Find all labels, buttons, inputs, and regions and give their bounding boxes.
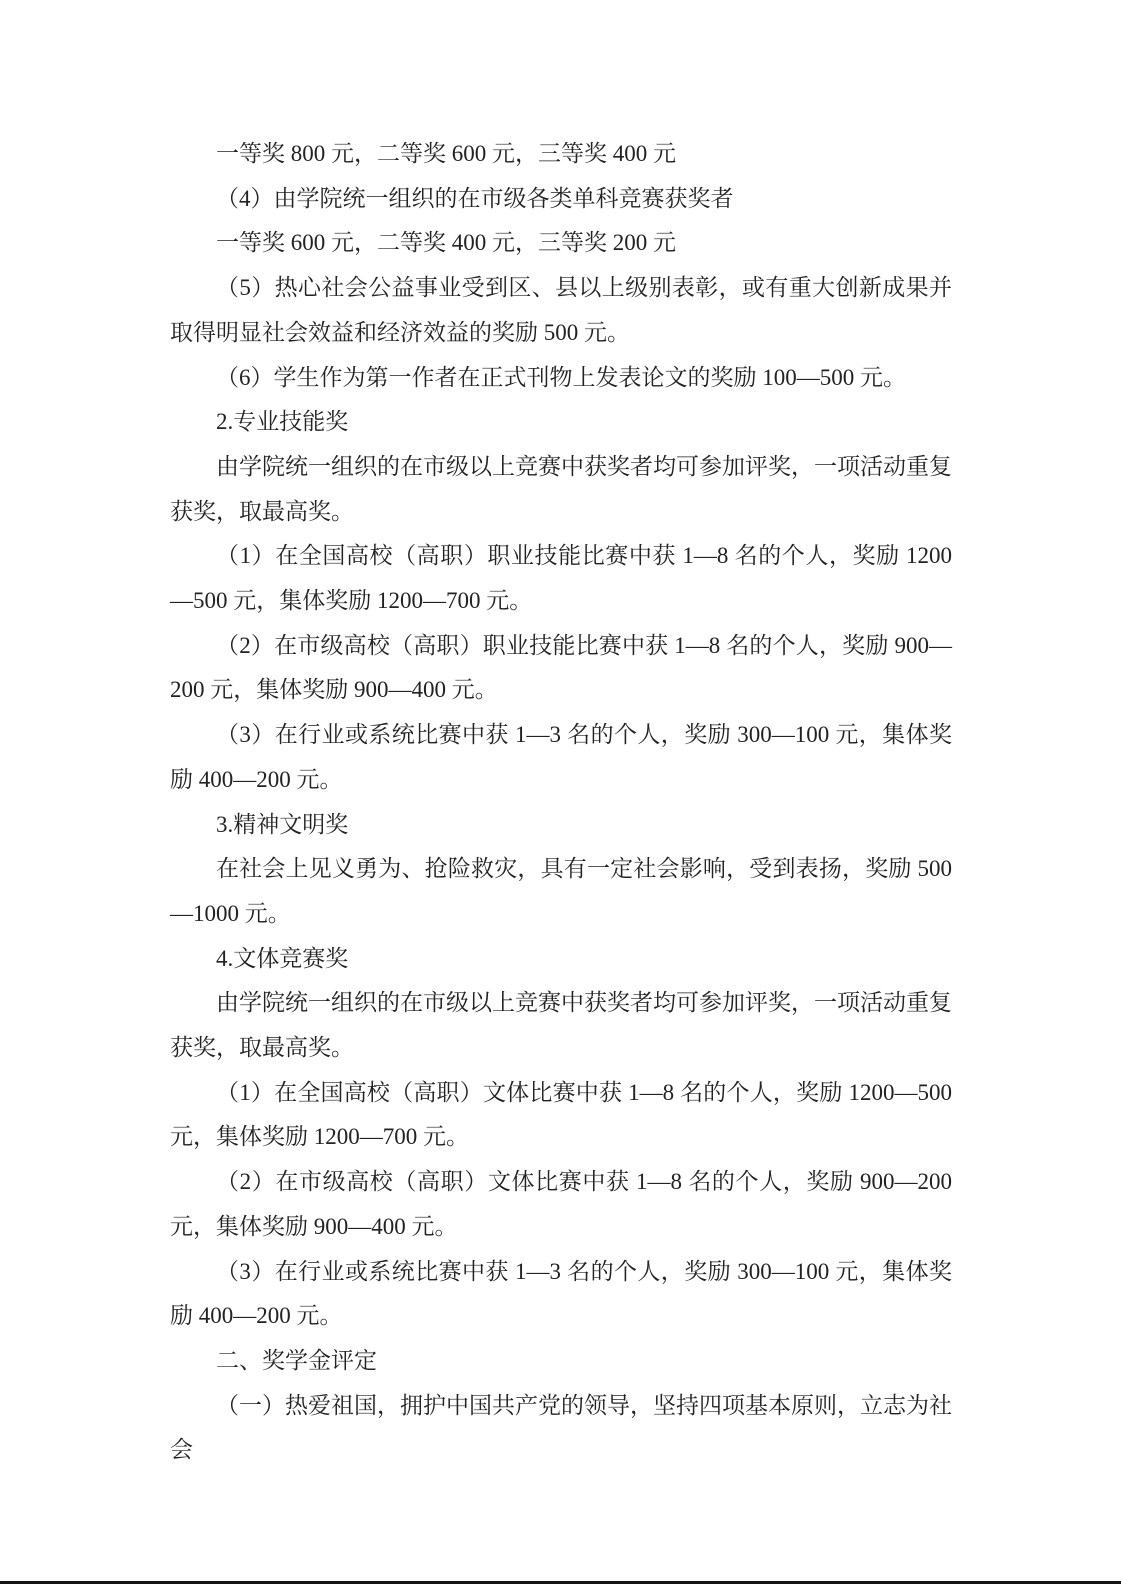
paragraph: （3）在行业或系统比赛中获 1—3 名的个人，奖励 300—100 元，集体奖励 400—200 元。 — [170, 722, 952, 792]
paragraph: （一）热爱祖国，拥护中国共产党的领导，坚持四项基本原则，立志为社会 — [170, 1392, 952, 1463]
paragraph: （1）在全国高校（高职）文体比赛中获 1—8 名的个人，奖励 1200—500 元，集体奖励 1200—700 元。 — [170, 1079, 952, 1150]
paragraph: 3.精神文明奖 — [216, 811, 349, 837]
paragraph: （4）由学院统一组织的在市级各类单科竞赛获奖者 — [216, 185, 734, 211]
paragraph: 2.专业技能奖 — [216, 409, 349, 435]
paragraph: 4.文体竞赛奖 — [216, 945, 349, 971]
paragraph: 由学院统一组织的在市级以上竞赛中获奖者均可参加评奖，一项活动重复获奖，取最高奖。 — [170, 990, 952, 1061]
paragraph: （3）在行业或系统比赛中获 1—3 名的个人，奖励 300—100 元，集体奖励 400—200 元。 — [170, 1258, 952, 1329]
paragraph: 由学院统一组织的在市级以上竞赛中获奖者均可参加评奖，一项活动重复获奖，取最高奖。 — [170, 453, 952, 524]
paragraph: 在社会上见义勇为、抢险救灾，具有一定社会影响，受到表扬，奖励 500—1000 元。 — [170, 856, 952, 926]
paragraph: （5）热心社会公益事业受到区、县以上级别表彰，或有重大创新成果并取得明显社会效益和经济效益的奖励 500 元。 — [170, 275, 952, 345]
document-body-text — [170, 132, 952, 1473]
paragraph: （2）在市级高校（高职）职业技能比赛中获 1—8 名的个人，奖励 900—200 元，集体奖励 900—400 元。 — [170, 632, 952, 703]
paragraph: （2）在市级高校（高职）文体比赛中获 1—8 名的个人，奖励 900—200 元，集体奖励 900—400 元。 — [170, 1169, 952, 1239]
paragraph: 二、奖学金评定 — [216, 1347, 377, 1373]
paragraph: （6）学生作为第一作者在正式刊物上发表论文的奖励 100—500 元。 — [216, 364, 906, 390]
paragraph: 一等奖 800 元，二等奖 600 元，三等奖 400 元 — [216, 141, 676, 166]
paragraph: （1）在全国高校（高职）职业技能比赛中获 1—8 名的个人，奖励 1200—500 元，集体奖励 1200—700 元。 — [170, 543, 952, 614]
page-bottom-edge-line — [0, 1581, 1121, 1584]
paragraph: 一等奖 600 元，二等奖 400 元，三等奖 200 元 — [216, 230, 676, 256]
